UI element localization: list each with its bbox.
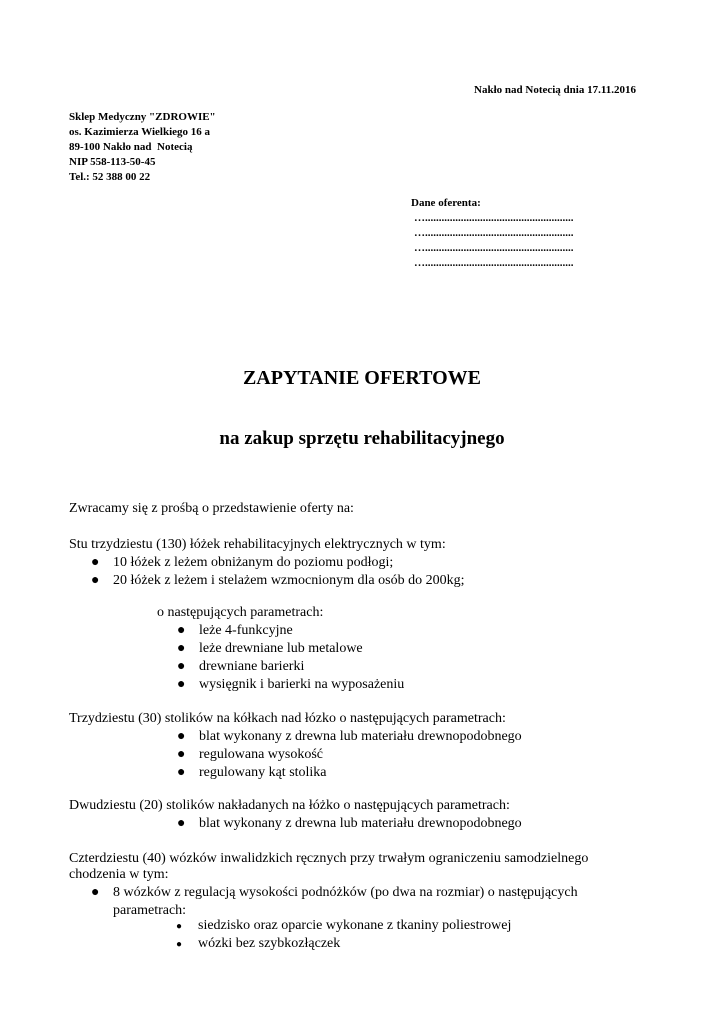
bullet-icon: ● — [177, 677, 186, 692]
list-item: ● leże 4-funkcyjne — [177, 623, 293, 638]
document-title: ZAPYTANIE OFERTOWE — [242, 367, 482, 389]
company-name: Sklep Medyczny "ZDROWIE" — [69, 111, 216, 123]
bullet-icon: ● — [177, 747, 186, 762]
small-bullet-icon: ● — [176, 939, 183, 950]
section-1-params-label: o następujących parametrach: — [157, 605, 324, 620]
document-subtitle: na zakup sprzętu rehabilitacyjnego — [219, 428, 505, 449]
list-item: ● drewniane barierki — [177, 659, 305, 674]
section-2-list — [177, 728, 522, 782]
company-header — [69, 110, 216, 185]
section-4-sublist — [176, 917, 512, 953]
list-item-continuation: parametrach: — [113, 903, 187, 918]
list-item: ● regulowana wysokość — [177, 747, 324, 762]
bullet-icon: ● — [91, 885, 100, 900]
company-address-line-2: 89-100 Nakło nad Notecią — [69, 141, 193, 153]
bullet-icon: ● — [177, 641, 186, 656]
offeror-line: …...................................................... — [414, 212, 574, 224]
company-tel: Tel.: 52 388 00 22 — [69, 171, 151, 183]
section-4-heading-line-2: chodzenia w tym: — [69, 867, 169, 882]
list-item: ● regulowany kąt stolika — [177, 765, 327, 780]
list-item: ● wózki bez szybkozłączek — [198, 935, 511, 953]
list-item: ● leże drewniane lub metalowe — [177, 641, 363, 656]
bullet-icon: ● — [177, 659, 186, 674]
offeror-line: …...................................................... — [414, 257, 574, 269]
section-4-list — [91, 884, 578, 920]
bullet-icon: ● — [91, 573, 100, 588]
bullet-icon: ● — [177, 765, 186, 780]
offeror-line: …...................................................... — [414, 242, 574, 254]
intro-text: Zwracamy się z prośbą o przedstawienie oferty na: — [69, 501, 354, 516]
section-2-heading: Trzydziestu (30) stolików na kółkach nad łózko o następujących parametrach: — [69, 711, 506, 726]
offeror-label: Dane oferenta: — [411, 197, 481, 209]
small-bullet-icon: ● — [176, 921, 183, 932]
bullet-icon: ● — [177, 729, 186, 744]
bullet-icon: ● — [177, 623, 186, 638]
list-item: ● 20 łóżek z leżem i stelażem wzmocnionym dla osób do 200kg; — [91, 573, 465, 588]
section-3-heading: Dwudziestu (20) stolików nakładanych na łóżko o następujących parametrach: — [69, 798, 510, 813]
bullet-icon: ● — [177, 816, 186, 831]
list-item: ● siedzisko oraz oparcie wykonane z tkaniny poliestrowej — [198, 917, 511, 935]
section-1-params-list — [177, 622, 405, 694]
list-item: ● blat wykonany z drewna lub materiału drewnopodobnego — [177, 816, 522, 831]
list-item: ● 8 wózków z regulacją wysokości podnóżków (po dwa na rozmiar) o następujących — [91, 885, 578, 900]
section-4-heading-line-1: Czterdziestu (40) wózków inwalidzkich ręcznych przy trwałym ograniczeniu samodzielnego — [69, 851, 589, 866]
list-item: ● 10 łóżek z leżem obniżanym do poziomu podłogi; — [91, 555, 394, 570]
company-address-line-1: os. Kazimierza Wielkiego 16 a — [69, 126, 211, 138]
document-date: Nakło nad Notecią dnia 17.11.2016 — [474, 84, 636, 96]
section-1-list — [91, 554, 465, 590]
list-item: ● wysięgnik i barierki na wyposażeniu — [177, 677, 405, 692]
list-item: ● blat wykonany z drewna lub materiału drewnopodobnego — [177, 729, 522, 744]
section-3-list — [177, 815, 522, 833]
offeror-block — [411, 196, 574, 271]
offeror-line: …...................................................... — [414, 227, 574, 239]
section-1-heading: Stu trzydziestu (130) łóżek rehabilitacyjnych elektrycznych w tym: — [69, 537, 446, 552]
company-nip: NIP 558-113-50-45 — [69, 156, 156, 168]
bullet-icon: ● — [91, 555, 100, 570]
